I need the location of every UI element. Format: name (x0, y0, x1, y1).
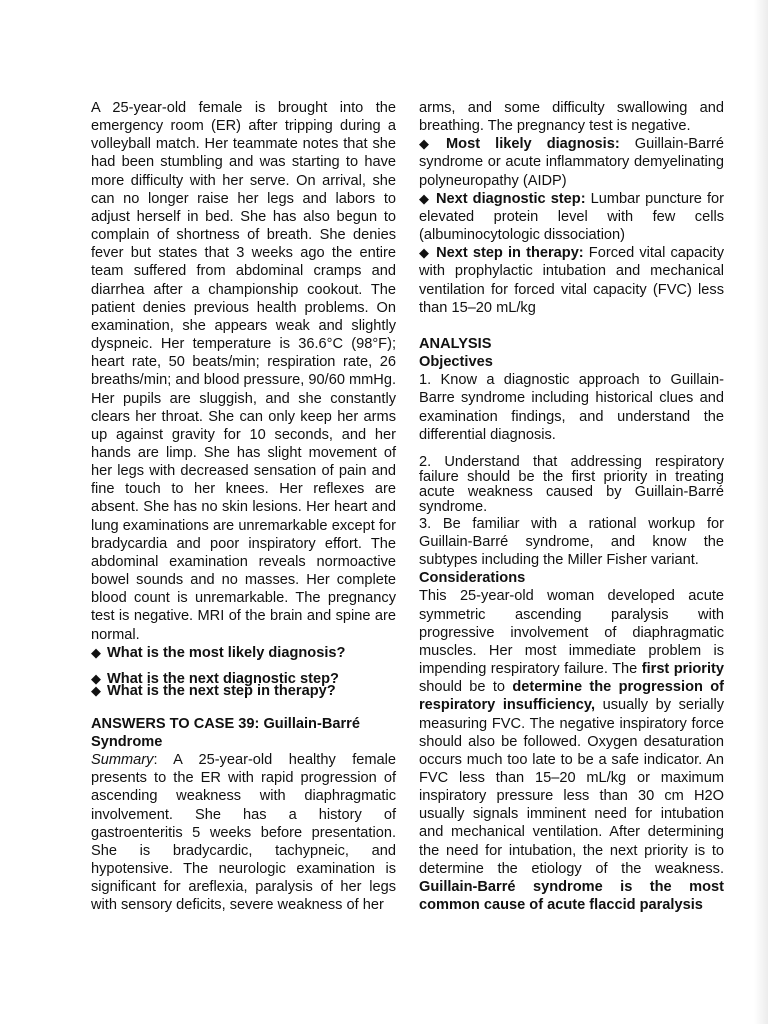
diamond-bullet-icon: ◆ (419, 190, 430, 206)
right-column (419, 99, 724, 914)
summary-label: Summary (91, 752, 154, 769)
overlapping-questions (91, 670, 396, 699)
diamond-bullet-icon: ◆ (419, 245, 431, 261)
diamond-bullet-icon: ◆ (91, 670, 101, 686)
summary-paragraph: Summary: A 25-year-old healthy female presents to the ER with rapid progression of ascending weakness with diaphragmatic involvement. She has a history of gastroenteritis 5 weeks before presentation. She is bradycardic, tachypneic, and hypotensive. The neurologic examination is significant for areflexia, paralysis of her legs with sensory deficits, severe weakness of her (91, 752, 396, 914)
question-3: ◆ What is the next step in therapy? (91, 682, 336, 699)
answers-heading: ANSWERS TO CASE 39: Guillain-Barré Syndrome (91, 715, 360, 750)
diamond-bullet-icon: ◆ (419, 136, 441, 152)
objective-2: 2. Understand that addressing respiratory failure should be the first priority in treating acute weakness caused by Guillain-Barré syndrome. (419, 453, 724, 515)
question-1: ◆ What is the most likely diagnosis? (91, 644, 346, 661)
diamond-bullet-icon: ◆ (91, 682, 101, 698)
objective-3: 3. Be familiar with a rational workup for Guillain-Barré syndrome, and know the subtypes including the Miller Fisher variant. (419, 515, 724, 569)
case-paragraph: A 25-year-old female is brought into the emergency room (ER) after tripping during a volleyball match. Her teammate notes that she had been stumbling and was starting to have more difficulty with her serve. On arrival, she can no longer raise her legs and labors to adjust herself in bed. She has also begun to complain of shortness of breath. She denies fever but states that 3 weeks ago the entire team suffered from abdominal cramps and diarrhea after a championship cookout. The patient denies previous health problems. On examination, she appears weak and slightly dyspneic. Her temperature is 36.6°C (98°F); heart rate, 50 beats/min; respiration rate, 26 breaths/min; and blood pressure, 90/60 mmHg. Her pupils are sluggish, and she constantly clears her throat. She can only keep her arms up against gravity for 10 seconds, and her hands are limp. She has slight movement of her legs with decreased sensation of pain and fine touch to her knees. Her reflexes are absent. She has no skin lesions. Her heart and lung examinations are unremarkable except for bradycardia and poor inspiratory effort. The abdominal examination reveals normoactive bowel sounds and no masses. Her complete blood count is unremarkable. The pregnancy test is negative. MRI of the brain and spine are normal. (91, 100, 397, 643)
bullet-therapy: ◆ Next step in therapy: Forced vital capacity with prophylactic intubation and mechanical ventilation for forced vital capacity (FVC) less than 15–20 mL/kg (419, 245, 724, 316)
page-edge-shadow (754, 0, 768, 1024)
considerations-paragraph: This 25-year-old woman developed acute symmetric ascending paralysis with progressive involvement of diaphragmatic muscles. Her most immediate problem is impending respiratory failure. The first priority should be to determine the progression of respiratory insufficiency, usually by serially measuring FVC. The negative inspiratory force should also be followed. Oxygen desaturation occurs much too late to be a safe indicator. An FVC less than 15–20 mL/kg or maximum inspiratory pressure less than 30 cm H2O usually signals imminent need for intubation and mechanical ventilation. After determining the need for intubation, the next priority is to determine the etiology of the weakness. Guillain-Barré syndrome is the most common cause of acute flaccid paralysis (419, 588, 725, 914)
bullet-diagnosis: ◆ Most likely diagnosis: Guillain-Barré syndrome or acute inflammatory demyelinating polyneuropathy (AIDP) (419, 136, 724, 189)
analysis-heading: ANALYSIS (419, 335, 492, 352)
summary-continued: arms, and some difficulty swallowing and breathing. The pregnancy test is negative. (419, 100, 724, 135)
objectives-heading: Objectives (419, 354, 493, 371)
question-2: ◆ What is the next diagnostic step? (91, 670, 339, 687)
bullet-diagnostic-step: ◆ Next diagnostic step: Lumbar puncture for elevated protein level with few cells (albuminocytologic dissociation) (419, 190, 724, 244)
left-column (91, 99, 396, 915)
diamond-bullet-icon: ◆ (91, 644, 101, 660)
objective-1: 1. Know a diagnostic approach to Guillain-Barre syndrome including historical clues and examination findings, and understand the differential diagnosis. (419, 372, 724, 443)
considerations-heading: Considerations (419, 570, 526, 587)
